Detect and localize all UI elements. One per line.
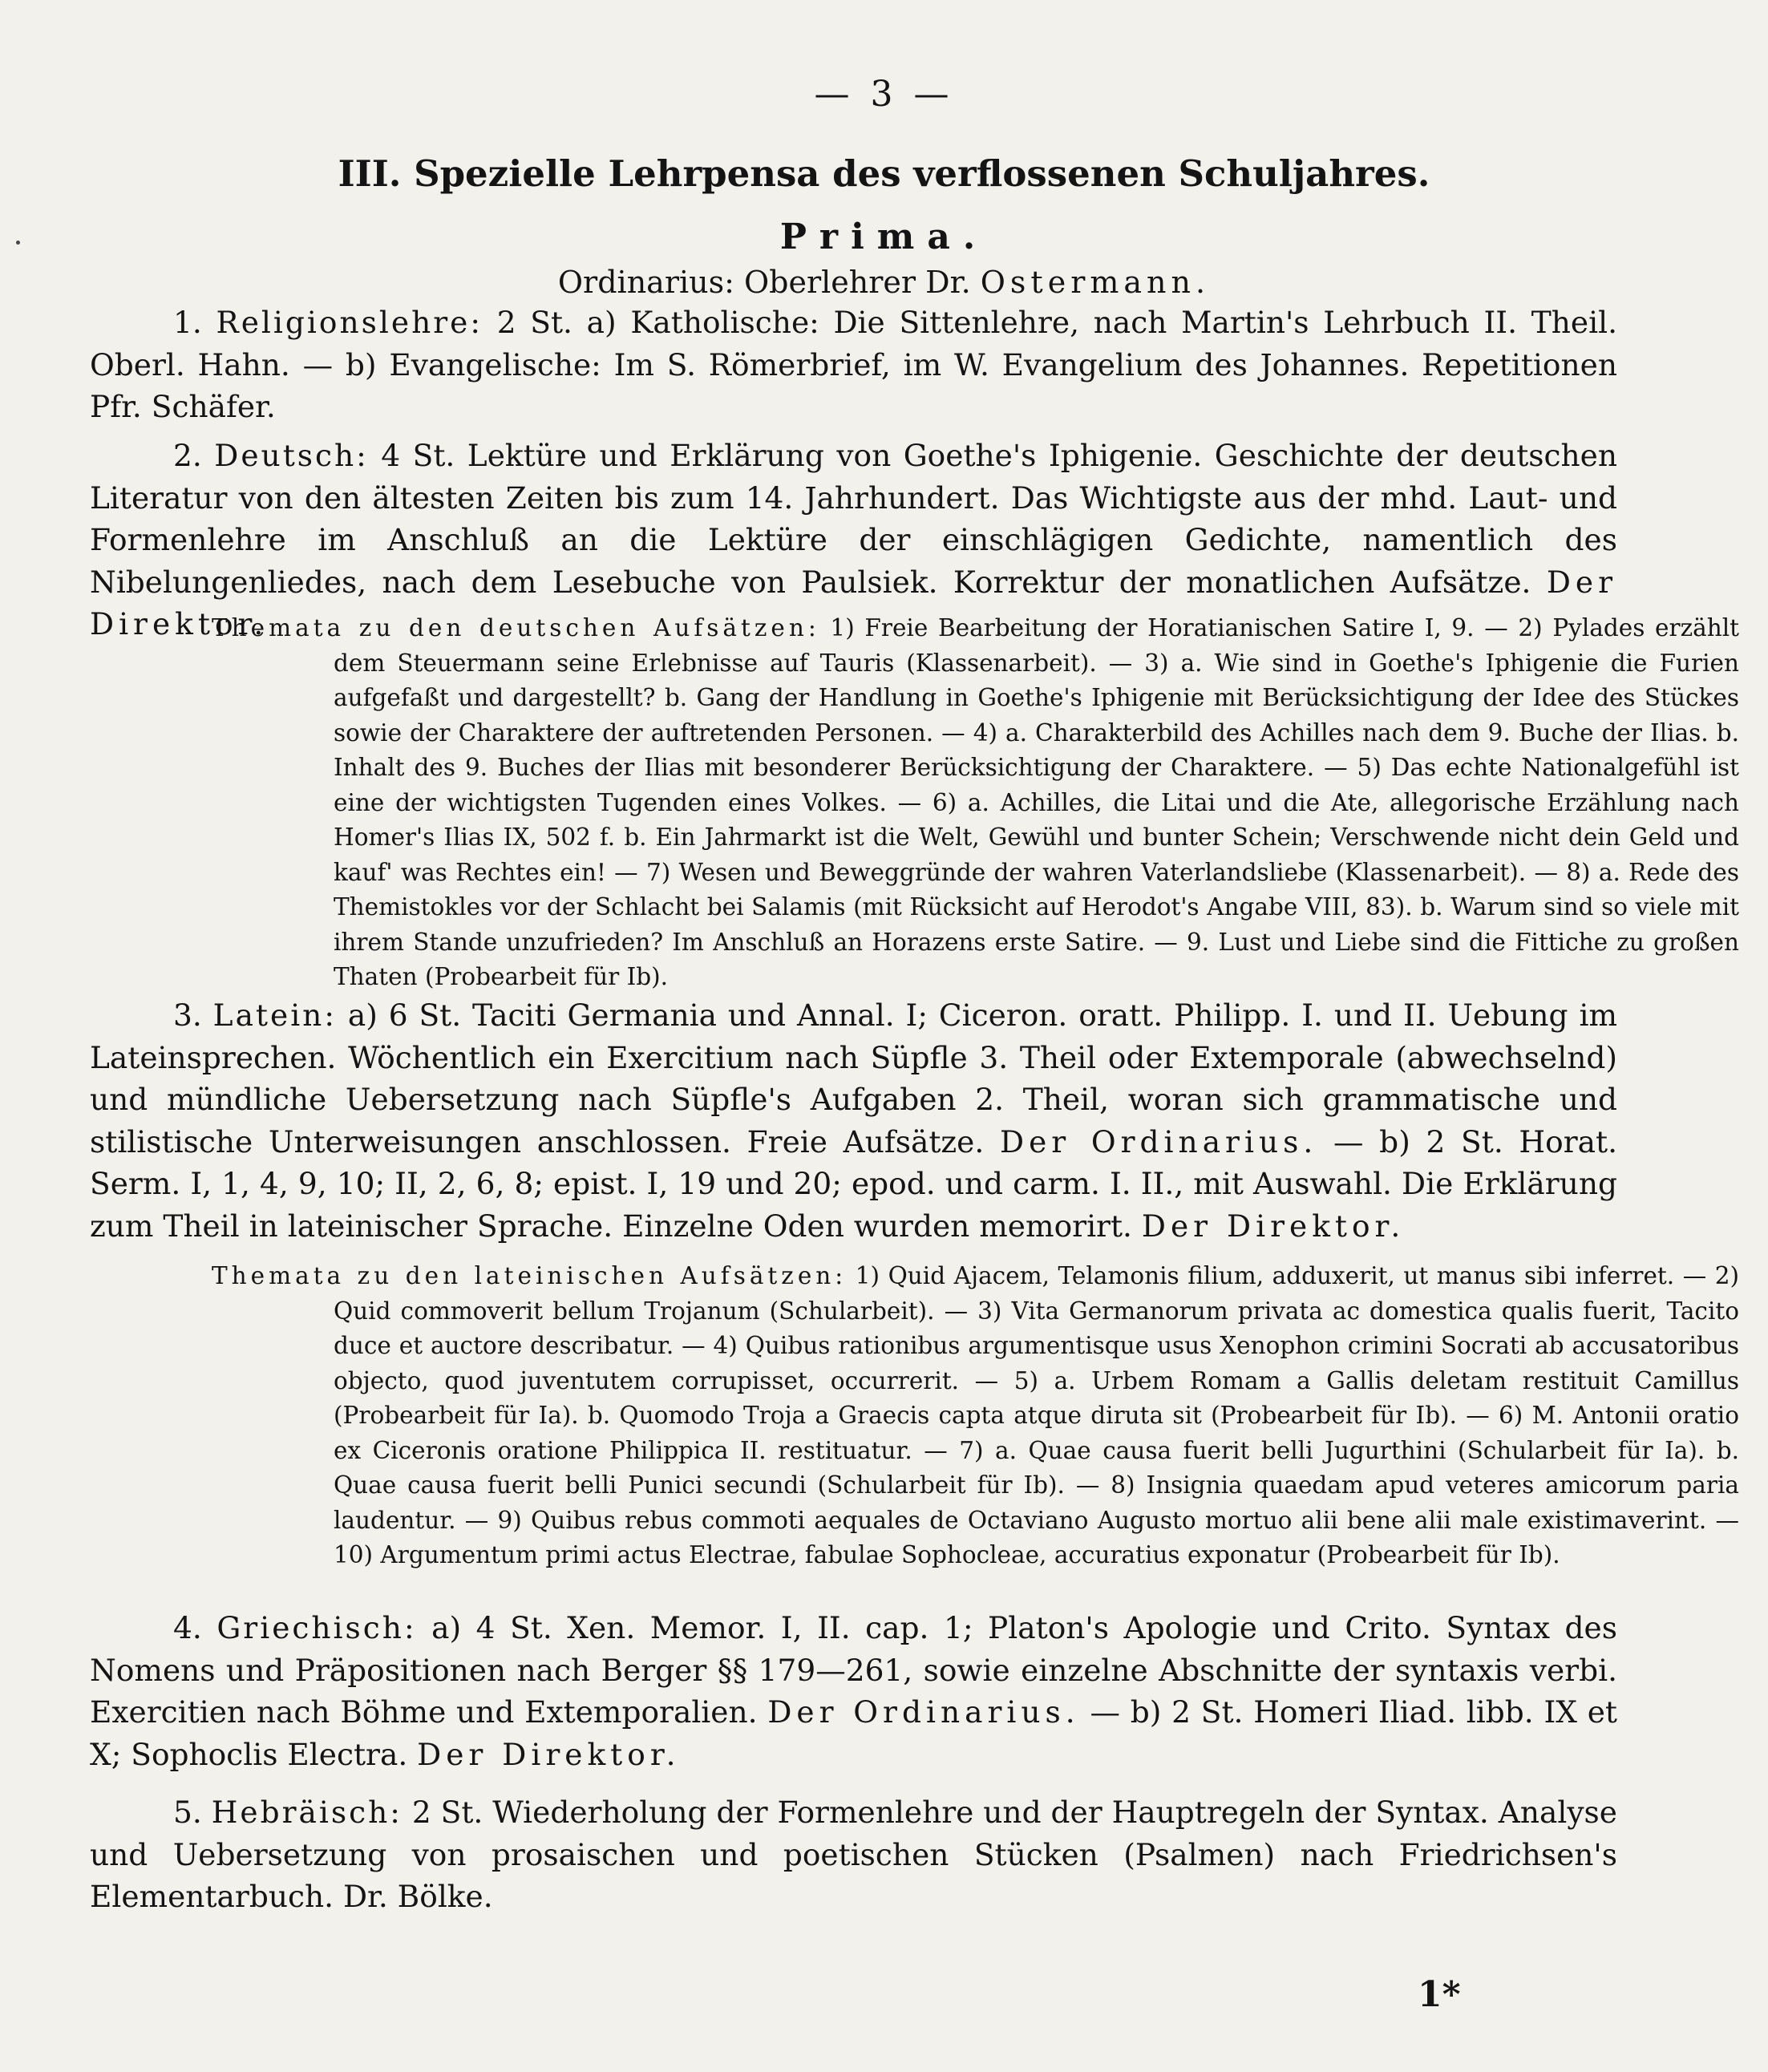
griechisch-label: Griechisch: <box>216 1610 417 1645</box>
latein-themata-label: Themata zu den lateinischen Aufsätzen: <box>212 1262 848 1289</box>
latein-text: a) 6 St. Taciti Germania und Annal. I; Ciceron. oratt. Philipp. I. und II. Uebung im Lateinsprechen. Wöchentlich ein Exercitium nach Süpfle 3. Theil oder Extemporale (abwechselnd) und mündliche Uebersetzung nach Süpfle's Aufgaben 2. Theil, woran sich grammatische und stilistische Unterweisungen anschlossen. Freie Aufsätze. <box>90 998 1617 1159</box>
religion-number: 1. <box>173 305 202 340</box>
latein-teacher-2: Der Direktor. <box>1141 1208 1406 1244</box>
ordinarius-label: Ordinarius: Oberlehrer Dr. <box>557 265 971 300</box>
page-number: — 3 — <box>814 74 954 115</box>
hebraeisch-label: Hebräisch: <box>211 1795 403 1830</box>
religion-text: 2 St. a) Katholische: Die Sittenlehre, nach Martin's Lehrbuch II. Theil. Oberl. Hahn. — b) Evangelische: Im S. Römerbrief, im W. Evangelium des Johannes. Repetitionen Pfr. Schäfer. <box>90 305 1617 424</box>
ordinarius-name: Ostermann. <box>980 265 1211 300</box>
section-title: III. Spezielle Lehrpensa des verflossenen Schuljahres. <box>338 152 1430 195</box>
deutsch-themata-text: 1) Freie Bearbeitung der Horatianischen Satire I, 9. — 2) Pylades erzählt dem Steuermann seine Erlebnisse auf Tauris (Klassenarbeit). — 3) a. Wie sind in Goethe's Iphigenie die Furien aufgefaßt und dargestellt? b. Gang der Handlung in Goethe's Iphigenie mit Berücksichtigung der Idee des Stückes sowie der Charaktere der auftretenden Personen. — 4) a. Charakterbild des Achilles nach dem 9. Buche der Ilias. b. Inhalt des 9. Buches der Ilias mit besonderer Berücksichtigung der Charaktere. — 5) Das echte Nationalgefühl ist eine der wichtigsten Tugenden eines Volkes. — 6) a. Achilles, die Litai und die Ate, allegorische Erzählung nach Homer's Ilias IX, 502 f. b. Ein Jahrmarkt ist die Welt, Gewühl und bunter Schein; Verschwende nicht dein Geld und kauf' was Rechtes ein! — 7) Wesen und Beweggründe der wahren Vaterlandsliebe (Klassenarbeit). — 8) a. Rede des Themistokles vor der Schlacht bei Salamis (mit Rücksicht auf Herodot's Angabe VIII, 83). b. Warum sind so viele mit ihrem Stande unzufrieden? Im Anschluß an Horazens erste Satire. — 9. Lust und Liebe sind die Fittiche zu großen Thaten (Probearbeit für Ib). <box>334 614 1739 990</box>
latein-themata-text: 1) Quid Ajacem, Telamonis filium, adduxerit, ut manus sibi inferret. — 2) Quid commoverit bellum Trojanum (Schularbeit). — 3) Vita Germanorum privata ac domestica qualis fuerit, Tacito duce et auctore describatur. — 4) Quibus rationibus argumentisque usus Xenophon crimini Socrati ab accusatoribus objecto, quod juventutem corrupisset, occurrerit. — 5) a. Urbem Romam a Gallis deletam restituit Camillus (Probearbeit für Ia). b. Quomodo Troja a Graecis capta atque diruta sit (Probearbeit für Ib). — 6) M. Antonii oratio ex Ciceronis oratione Philippica II. restituatur. — 7) a. Quae causa fuerit belli Jugurthini (Schularbeit für Ia). b. Quae causa fuerit belli Punici secundi (Schularbeit für Ib). — 8) Insignia quaedam apud veteres amicorum paria laudentur. — 9) Quibus rebus commoti aequales de Octaviano Augusto mortuo alii bene alii male existimaverint. — 10) Argumentum primi actus Electrae, fabulae Sophocleae, accuratius exponatur (Probearbeit für Ib). <box>334 1262 1740 1568</box>
deutsch-text: 4 St. Lektüre und Erklärung von Goethe's Iphigenie. Geschichte der deutschen Literatur von den ältesten Zeiten bis zum 14. Jahrhundert. Das Wichtigste aus der mhd. Laut- und Formenlehre im Anschluß an die Lektüre der einschlägigen Gedichte, namentlich des Nibelungenliedes, nach dem Lesebuche von Paulsiek. Korrektur der monatlichen Aufsätze. <box>90 438 1618 600</box>
latein-paragraph <box>90 994 1617 1247</box>
hebraeisch-text: 2 St. Wiederholung der Formenlehre und der Hauptregeln der Syntax. Analyse und Uebersetzung von prosaischen und poetischen Stücken (Psalmen) nach Friedrichsen's Elementarbuch. Dr. Bölke. <box>90 1795 1617 1914</box>
griechisch-teacher-1: Der Ordinarius. <box>767 1694 1080 1730</box>
religion-paragraph <box>90 301 1617 428</box>
hebraeisch-paragraph <box>90 1791 1617 1918</box>
religion-label: Religionslehre: <box>216 305 483 340</box>
latein-teacher-1: Der Ordinarius. <box>1000 1123 1318 1159</box>
latein-number: 3. <box>173 998 202 1033</box>
griechisch-text-2: — b) 2 St. Homeri Iliad. libb. IX et X; Sophoclis Electra. <box>90 1694 1617 1772</box>
deutsch-themata-label: Themata zu den deutschen Aufsätzen: <box>212 614 820 641</box>
hebraeisch-number: 5. <box>173 1795 202 1830</box>
latein-text-2: — b) 2 St. Horat. Serm. I, 1, 4, 9, 10; II, 2, 6, 8; epist. I, 19 und 20; epod. und carm. I. II., mit Auswahl. Die Erklärung zum Theil in lateinischer Sprache. Einzelne Oden wurden memorirt. <box>90 1123 1617 1244</box>
griechisch-number: 4. <box>173 1610 202 1645</box>
signature-mark: 1* <box>1418 1974 1461 2015</box>
class-heading: Prima. <box>779 217 989 257</box>
deutsch-teacher: Der Direktor. <box>90 564 1617 641</box>
deutsch-label: Deutsch: <box>214 438 369 473</box>
deutsch-number: 2. <box>173 438 202 473</box>
griechisch-text: a) 4 St. Xen. Memor. I, II. cap. 1; Platon's Apologie und Crito. Syntax des Nomens und Präpositionen nach Berger §§ 179—261, sowie einzelne Abschnitte der syntaxis verbi. Exercitien nach Böhme und Extemporalien. <box>90 1610 1617 1730</box>
griechisch-paragraph <box>90 1607 1617 1775</box>
latein-label: Latein: <box>212 998 337 1033</box>
griechisch-teacher-2: Der Direktor. <box>417 1736 681 1772</box>
latein-themata <box>212 1259 1739 1573</box>
deutsch-themata <box>212 611 1739 995</box>
ordinarius-line <box>0 265 1768 300</box>
